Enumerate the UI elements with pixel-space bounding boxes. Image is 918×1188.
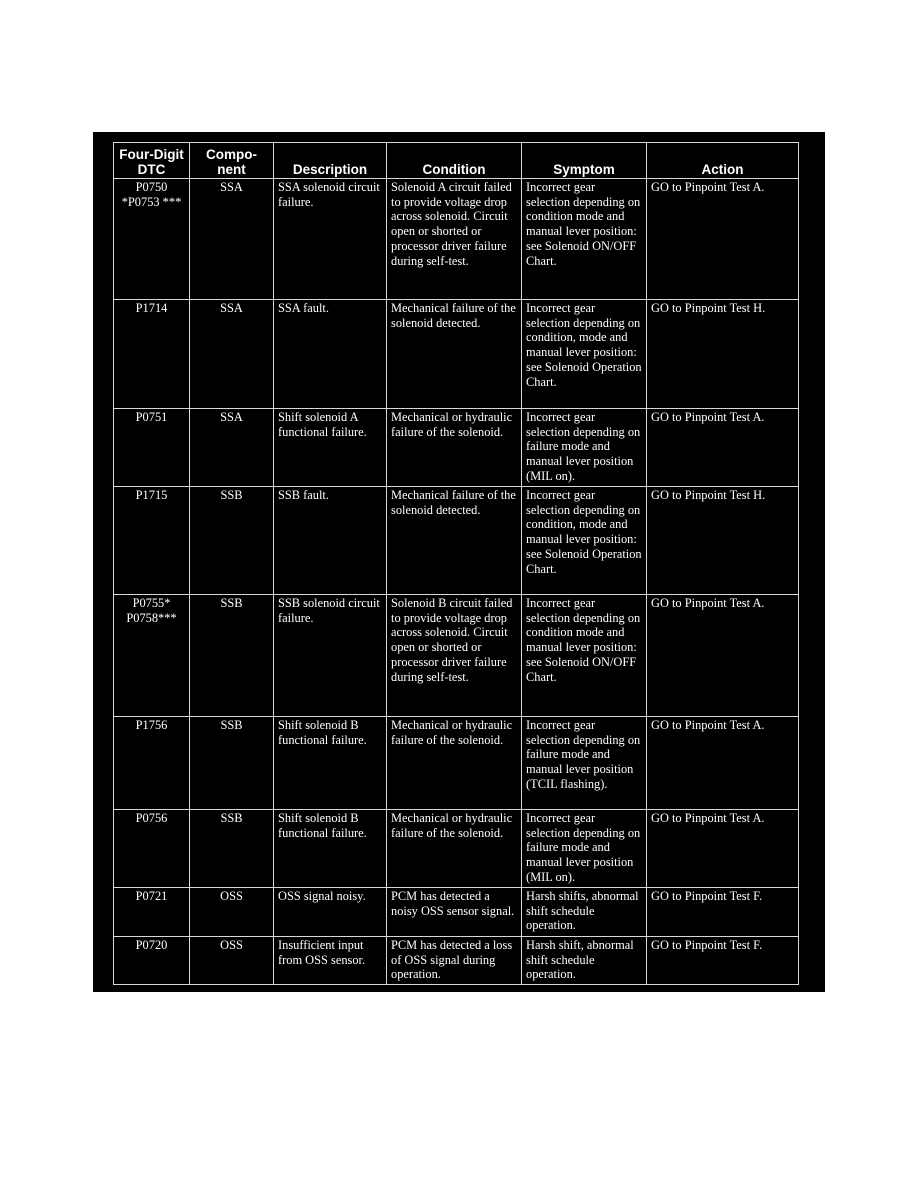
table-row: [114, 937, 799, 985]
table-row: [114, 717, 799, 810]
header-condition: Condition: [387, 143, 522, 179]
dtc-code: P0756: [135, 811, 168, 825]
symptom-cell: Incorrect gear selection depending on condition mode and manual lever position: see Solenoid ON/OFF Chart.: [522, 179, 647, 300]
table-row: [114, 300, 799, 409]
component-cell: SSB: [190, 487, 274, 595]
component-cell: SSB: [190, 810, 274, 888]
component-cell: OSS: [190, 888, 274, 937]
action-cell: GO to Pinpoint Test A.: [647, 810, 799, 888]
symptom-cell: Incorrect gear selection depending on condition mode and manual lever position: see Solenoid ON/OFF Chart.: [522, 595, 647, 717]
dtc-code: P0751: [135, 410, 168, 424]
dtc-code: P1756: [135, 718, 168, 732]
dtc-code: P0758***: [126, 610, 177, 625]
component-cell: SSA: [190, 300, 274, 409]
action-cell: GO to Pinpoint Test A.: [647, 179, 799, 300]
dtc-cell: [114, 300, 190, 409]
condition-cell: Solenoid B circuit failed to provide voltage drop across solenoid. Circuit open or shorted or processor driver failure during self-test.: [387, 595, 522, 717]
dtc-code: P1715: [135, 488, 168, 502]
action-cell: GO to Pinpoint Test A.: [647, 409, 799, 487]
header-symptom: Symptom: [522, 143, 647, 179]
symptom-cell: Incorrect gear selection depending on condition, mode and manual lever position: see Solenoid Operation Chart.: [522, 487, 647, 595]
component-cell: SSA: [190, 179, 274, 300]
condition-cell: Solenoid A circuit failed to provide voltage drop across solenoid. Circuit open or shorted or processor driver failure during self-test.: [387, 179, 522, 300]
symptom-cell: Incorrect gear selection depending on failure mode and manual lever position (TCIL flashing).: [522, 717, 647, 810]
symptom-cell: Harsh shifts, abnormal shift schedule operation.: [522, 888, 647, 937]
dtc-cell: [114, 179, 190, 300]
dtc-cell: [114, 937, 190, 985]
dtc-cell: [114, 888, 190, 937]
action-cell: GO to Pinpoint Test F.: [647, 937, 799, 985]
table-row: [114, 409, 799, 487]
table-row: [114, 810, 799, 888]
action-cell: GO to Pinpoint Test A.: [647, 717, 799, 810]
condition-cell: PCM has detected a loss of OSS signal during operation.: [387, 937, 522, 985]
symptom-cell: Incorrect gear selection depending on failure mode and manual lever position (MIL on).: [522, 409, 647, 487]
dtc-table-panel: [93, 132, 825, 992]
description-cell: SSB solenoid circuit failure.: [274, 595, 387, 717]
table-row: [114, 179, 799, 300]
description-cell: SSA solenoid circuit failure.: [274, 179, 387, 300]
table-row: [114, 888, 799, 937]
header-action: Action: [647, 143, 799, 179]
description-cell: SSA fault.: [274, 300, 387, 409]
dtc-cell: [114, 409, 190, 487]
dtc-code: P0720: [135, 938, 168, 952]
dtc-code: P1714: [135, 301, 168, 315]
condition-cell: Mechanical or hydraulic failure of the solenoid.: [387, 409, 522, 487]
component-cell: SSB: [190, 595, 274, 717]
description-cell: Shift solenoid B functional failure.: [274, 810, 387, 888]
description-cell: Insufficient input from OSS sensor.: [274, 937, 387, 985]
description-cell: OSS signal noisy.: [274, 888, 387, 937]
action-cell: GO to Pinpoint Test H.: [647, 300, 799, 409]
dtc-cell: [114, 487, 190, 595]
description-cell: Shift solenoid A functional failure.: [274, 409, 387, 487]
action-cell: GO to Pinpoint Test H.: [647, 487, 799, 595]
condition-cell: Mechanical or hydraulic failure of the solenoid.: [387, 717, 522, 810]
header-component: Compo-nent: [190, 143, 274, 179]
condition-cell: Mechanical or hydraulic failure of the solenoid.: [387, 810, 522, 888]
description-cell: SSB fault.: [274, 487, 387, 595]
dtc-code: P0721: [135, 889, 168, 903]
symptom-cell: Harsh shift, abnormal shift schedule operation.: [522, 937, 647, 985]
component-cell: OSS: [190, 937, 274, 985]
action-cell: GO to Pinpoint Test F.: [647, 888, 799, 937]
dtc-code: *P0753 ***: [121, 194, 182, 209]
component-cell: SSB: [190, 717, 274, 810]
dtc-cell: [114, 717, 190, 810]
dtc-code: P0755*: [132, 596, 171, 610]
symptom-cell: Incorrect gear selection depending on condition, mode and manual lever position: see Solenoid Operation Chart.: [522, 300, 647, 409]
header-row: [114, 143, 799, 179]
dtc-cell: [114, 595, 190, 717]
dtc-code: P0750: [135, 180, 168, 194]
description-cell: Shift solenoid B functional failure.: [274, 717, 387, 810]
dtc-cell: [114, 810, 190, 888]
header-description: Description: [274, 143, 387, 179]
condition-cell: Mechanical failure of the solenoid detected.: [387, 487, 522, 595]
dtc-table: [113, 142, 799, 985]
table-row: [114, 487, 799, 595]
component-cell: SSA: [190, 409, 274, 487]
table-row: [114, 595, 799, 717]
condition-cell: Mechanical failure of the solenoid detected.: [387, 300, 522, 409]
symptom-cell: Incorrect gear selection depending on failure mode and manual lever position (MIL on).: [522, 810, 647, 888]
header-dtc: Four-Digit DTC: [114, 143, 190, 179]
action-cell: GO to Pinpoint Test A.: [647, 595, 799, 717]
condition-cell: PCM has detected a noisy OSS sensor signal.: [387, 888, 522, 937]
